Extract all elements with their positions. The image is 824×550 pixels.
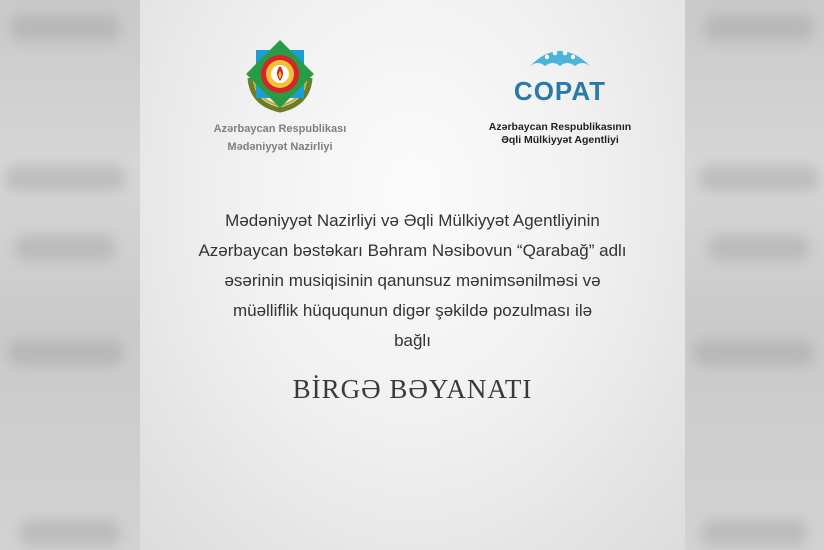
statement-card [140,0,685,550]
statement-line: müəlliflik hüququnun digər şəkildə pozulması ilə [232,301,593,320]
azerbaijan-state-emblem-icon [240,38,320,114]
blurred-background-left [0,0,140,550]
statement-line: əsərinin musiqisinin qanunsuz mənimsənilməsi və [224,271,601,290]
copat-logo-word: COPAT [513,76,607,106]
statement-line: Azərbaycan bəstəkarı Bəhram Nəsibovun “Qarabağ” adlı [198,241,627,260]
ministry-name-line2: Mədəniyyət Nazirliyi [227,141,333,153]
statement-line: bağlı [394,331,431,350]
statement-title: BİRGƏ BƏYANATI [292,374,533,404]
agency-logo [460,44,660,147]
copat-umbrella-icon [525,44,595,78]
ministry-logo [195,38,365,154]
ministry-name-line1: Azərbaycan Respublikası [213,123,347,135]
agency-name-line1: Azərbaycan Respublikasının [488,121,632,133]
statement-line: Mədəniyyət Nazirliyi və Əqli Mülkiyyət Agentliyinin [225,211,600,230]
agency-name-line2: Əqli Mülkiyyət Agentliyi [501,134,619,146]
blurred-background-right [684,0,824,550]
statement-text [140,206,685,356]
